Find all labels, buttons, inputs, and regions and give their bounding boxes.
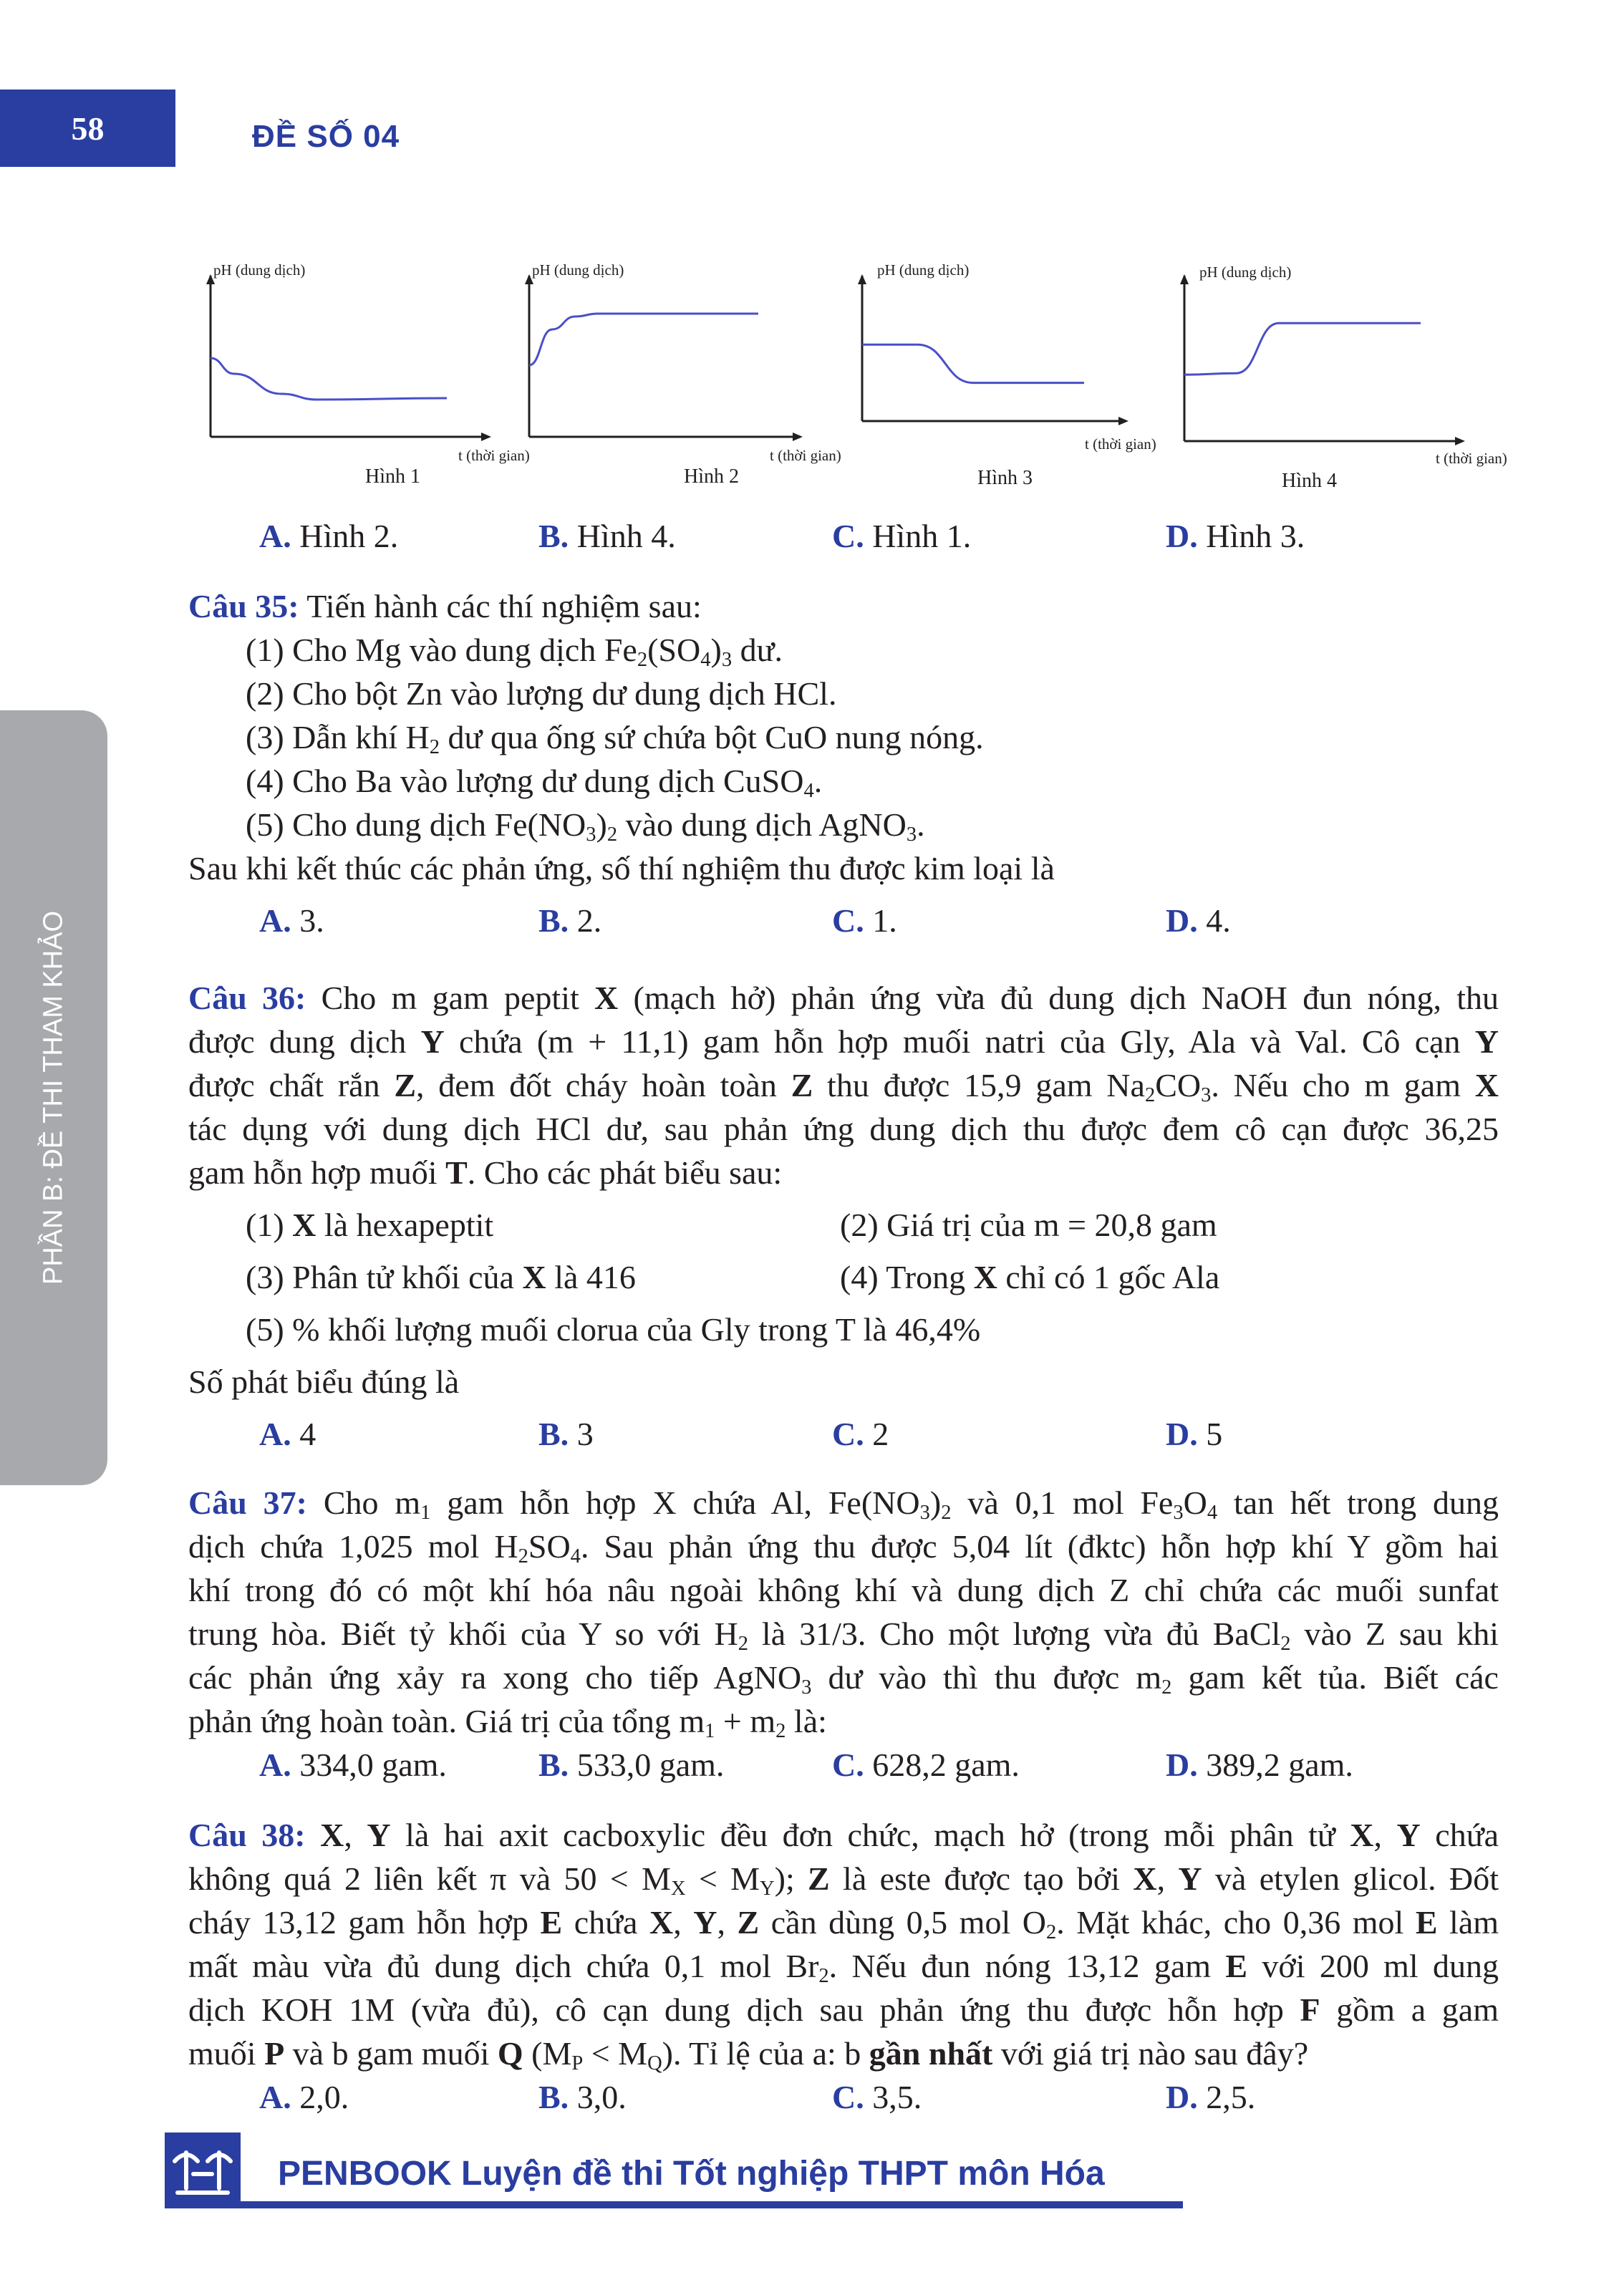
q38-line-6: muối P và b gam muối Q $(M_P < M_Q)$. Tỉ lệ của a: b gần nhất với giá trị nào sau đây? [188,2035,1309,2075]
q37-option-d[interactable]: D. 389,2 gam. [1166,1747,1353,1783]
q38-line-3: cháy 13,12 gam hỗn hợp E chứa X, Y, Z cần dùng 0,5 mol $O_2$. Mặt khác, cho 0,36 mol E làm [188,1904,1499,1944]
figure-3 [845,258,1181,501]
x-axis-arrow [793,433,803,441]
q36-option-c[interactable]: C. 2 [832,1416,889,1452]
ph-curve [1184,323,1421,375]
q36-statement-3: (3) Phân tử khối của X là 416 [246,1259,636,1295]
q34-option-b[interactable]: B. Hình 4. [538,518,676,554]
question-36 [188,976,1499,1456]
q36-statement-4: (4) Trong X chỉ có 1 gốc Ala [840,1259,1220,1295]
q34-option-d[interactable]: D. Hình 3. [1166,518,1305,554]
ph-curve [862,344,1084,382]
figure-caption: Hình 2 [684,465,739,488]
q35-stem: Câu 35: Tiến hành các thí nghiệm sau: [188,588,702,624]
ph-curve [529,314,758,365]
q35-item-2: (2) Cho bột Zn vào lượng dư dung dịch HCl. [246,675,837,712]
question-35 [188,584,1499,942]
y-axis-arrow [1180,274,1189,284]
figure-caption: Hình 3 [977,467,1033,489]
question-38 [188,1813,1499,2119]
q36-question: Số phát biểu đúng là [188,1363,460,1400]
figure-caption: Hình 4 [1282,470,1337,492]
y-axis-label: pH (dung dịch) [877,261,970,279]
x-axis-arrow [1455,437,1465,445]
q35-option-c[interactable]: C. 1. [832,902,897,939]
y-axis-arrow [858,274,866,284]
figure-1-plot [193,258,494,473]
q37-line-3: khí trong đó có một khí hóa nâu ngoài không khí và dung dịch Z chỉ chứa các muối sunfat [188,1572,1499,1608]
y-axis-label: pH (dung dịch) [1199,264,1292,281]
q38-options [188,2075,1499,2119]
page-number: 58 [0,90,175,167]
q35-question: Sau khi kết thúc các phản ứng, số thí nghiệm thu được kim loại là [188,850,1055,887]
q38-option-a[interactable]: A. 2,0. [259,2079,349,2115]
figure-2-plot [512,258,813,473]
q37-option-a[interactable]: A. 334,0 gam. [259,1747,447,1783]
q34-option-c[interactable]: C. Hình 1. [832,518,972,554]
q35-option-a[interactable]: A. 3. [259,902,324,939]
footer-title: PENBOOK Luyện đề thi Tốt nghiệp THPT môn Hóa [278,2155,1105,2193]
q38-option-d[interactable]: D. 2,5. [1166,2079,1256,2115]
x-axis-label: t (thời gian) [1436,450,1507,467]
q36-line-3: được chất rắn Z, đem đốt cháy hoàn toàn Z thu được 15,9 gam $Na_2CO_3$. Nếu cho m gam X [188,1067,1499,1107]
q37-line-6: phản ứng hoàn toàn. Giá trị của tổng $m_1 + m_2$ là: [188,1703,827,1743]
q35-item-3: (3) Dẫn khí $H_2$ dư qua ống sứ chứa bột CuO nung nóng. [246,719,984,759]
figure-1 [193,258,530,501]
penbook-logo-icon [165,2132,241,2208]
exam-title: ĐỀ SỐ 04 [252,119,400,154]
q35-item-1: (1) Cho Mg vào dung dịch $Fe_2(SO_4)_3$ dư. [246,632,783,672]
y-axis-label: pH (dung dịch) [213,261,306,279]
q36-line-4: tác dụng với dung dịch HCl dư, sau phản ứng dung dịch thu được đem cô cạn được 36,25 [188,1111,1499,1147]
q38-line-5: dịch KOH 1M (vừa đủ), cô cạn dung dịch sau phản ứng thu được hỗn hợp F gồm a gam [188,1991,1499,2028]
q37-line-1: Câu 37: Cho $m_1$ gam hỗn hợp X chứa Al, $Fe(NO_3)_2$ và 0,1 mol $Fe_3O_4$ tan hết trong dung [188,1484,1499,1525]
q38-line-4: mất màu vừa đủ dung dịch chứa 0,1 mol $Br_2$. Nếu đun nóng 13,12 gam E với 200 ml dung [188,1948,1499,1988]
q36-line-5: gam hỗn hợp muối T. Cho các phát biểu sau: [188,1154,783,1191]
q36-statements-row-1 [188,1203,1499,1247]
figure-caption: Hình 1 [365,465,420,488]
q36-statement-5: (5) % khối lượng muối clorua của Gly trong T là 46,4% [246,1311,981,1348]
q37-line-2: dịch chứa 1,025 mol $H_2SO_4$. Sau phản ứng thu được 5,04 lít (đktc) hỗn hợp khí Y gồm hai [188,1528,1499,1568]
figure-2 [512,258,849,501]
q35-option-b[interactable]: B. 2. [538,902,602,939]
q38-line-2: không quá 2 liên kết π và $50 < M_X < M_Y$); Z là este được tạo bởi X, Y và etylen glicol. Đốt [188,1860,1499,1900]
q38-option-b[interactable]: B. 3,0. [538,2079,627,2115]
ph-curve [211,358,447,400]
q36-line-1: Câu 36: Cho m gam peptit X (mạch hở) phản ứng vừa đủ dung dịch NaOH đun nóng, thu [188,980,1499,1016]
q34-options-block [188,514,1499,558]
q36-statement-1: (1) X là hexapeptit [246,1207,494,1243]
q36-statements-row-2 [188,1255,1499,1299]
figure-3-plot [845,258,1146,458]
q37-line-5: các phản ứng xảy ra xong cho tiếp AgNO$_3$ dư vào thì thu được $m_2$ gam kết tủa. Biết các [188,1659,1499,1699]
q35-item-5: (5) Cho dung dịch $Fe(NO_3)_2$ vào dung dịch AgNO$_3$. [246,806,925,846]
side-tab [0,710,107,1485]
q37-line-4: trung hòa. Biết tỷ khối của Y so với $H_2$ là 31/3. Cho một lượng vừa đủ BaCl$_2$ vào Z sau khi [188,1615,1499,1656]
q36-option-b[interactable]: B. 3 [538,1416,594,1452]
side-tab-label: PHẦN B: ĐỀ THI THAM KHẢO [38,910,69,1285]
q34-option-a[interactable]: A. Hình 2. [259,518,399,554]
q36-option-d[interactable]: D. 5 [1166,1416,1223,1452]
q38-line-1: Câu 38: X, Y là hai axit cacboxylic đều đơn chức, mạch hở (trong mỗi phân tử X, Y chứa [188,1817,1499,1853]
x-axis-label: t (thời gian) [458,447,530,464]
q37-option-c[interactable]: C. 628,2 gam. [832,1747,1020,1783]
q35-option-d[interactable]: D. 4. [1166,902,1231,939]
x-axis-arrow [1118,417,1128,425]
q35-options [188,899,1499,942]
q37-option-b[interactable]: B. 533,0 gam. [538,1747,725,1783]
figure-4 [1167,258,1511,501]
q34-options [188,514,1499,558]
q36-options [188,1412,1499,1456]
q36-statement-2: (2) Giá trị của m = 20,8 gam [840,1207,1217,1243]
x-axis-label: t (thời gian) [1085,435,1156,453]
q36-option-a[interactable]: A. 4 [259,1416,316,1452]
figure-4-plot [1167,258,1468,458]
footer-rule [241,2201,1183,2208]
y-axis-label: pH (dung dịch) [532,261,624,279]
question-37 [188,1481,1499,1787]
x-axis-label: t (thời gian) [770,447,841,464]
q35-item-4: (4) Cho Ba vào lượng dư dung dịch CuSO$_4$. [246,763,823,803]
q37-options [188,1743,1499,1787]
q38-option-c[interactable]: C. 3,5. [832,2079,922,2115]
x-axis-arrow [481,433,491,441]
q36-line-2: được dung dịch Y chứa (m + 11,1) gam hỗn hợp muối natri của Gly, Ala và Val. Cô cạn Y [188,1023,1499,1060]
